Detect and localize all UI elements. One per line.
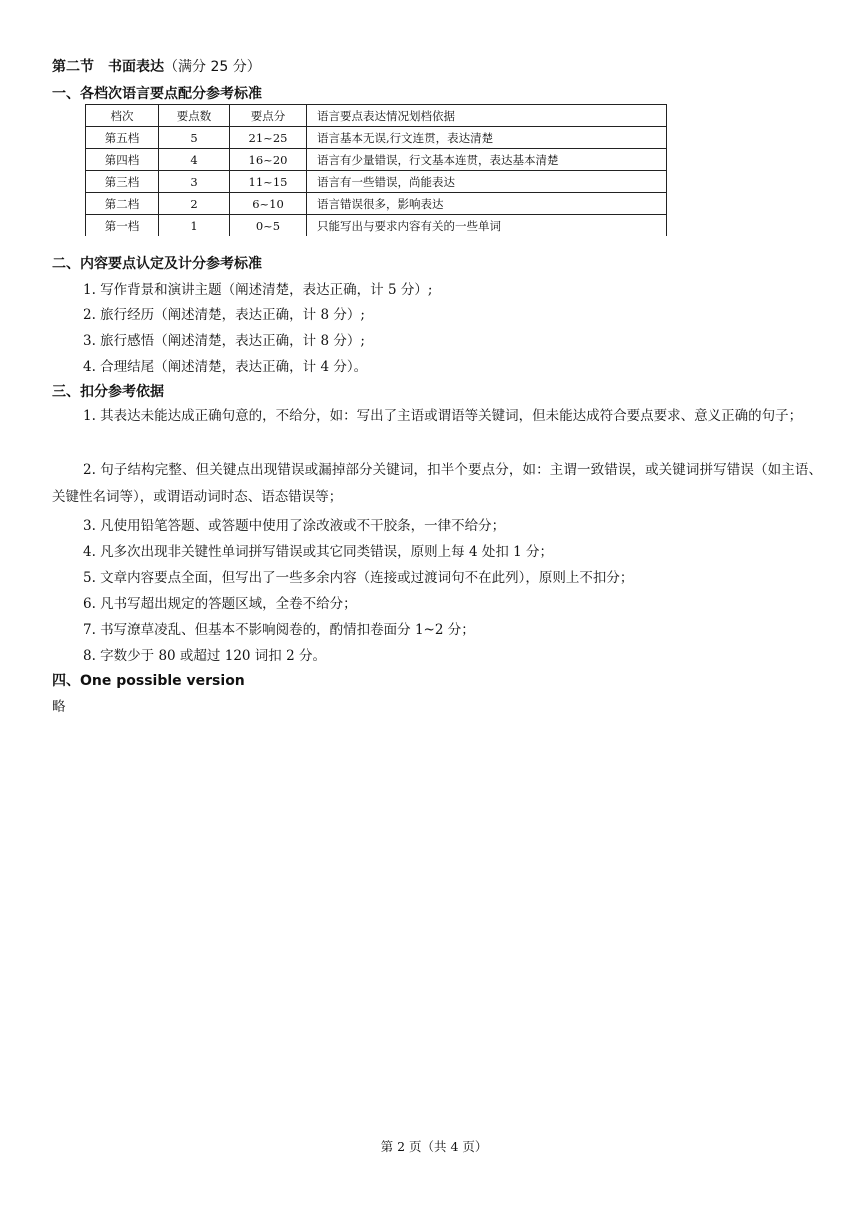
list-item: 2. 旅行经历（阐述清楚，表达正确，计 8 分）; <box>83 307 365 323</box>
table-row <box>86 193 667 215</box>
table-row <box>86 127 667 149</box>
table-cell: 16~20 <box>230 149 307 171</box>
list-item: 8. 字数少于 80 或超过 120 词扣 2 分。 <box>83 648 326 664</box>
list-item: 4. 凡多次出现非关键性单词拼写错误或其它同类错误，原则上每 4 处扣 1 分； <box>83 544 554 560</box>
table-cell: 0~5 <box>230 215 307 237</box>
table-cell: 语言有一些错误，尚能表达 <box>307 171 667 193</box>
table-cell: 第二档 <box>86 193 159 215</box>
list-item: 3. 旅行感悟（阐述清楚，表达正确，计 8 分）; <box>83 333 365 349</box>
list-item: 6. 凡书写超出规定的答题区域，全卷不给分； <box>83 596 357 612</box>
table-cell: 第四档 <box>86 149 159 171</box>
table-cell: 11~15 <box>230 171 307 193</box>
table-cell: 第三档 <box>86 171 159 193</box>
table-cell: 3 <box>159 171 230 193</box>
list-item: 7. 书写潦草凌乱、但基本不影响阅卷的，酌情扣卷面分 1~2 分； <box>83 622 475 638</box>
table-cell: 1 <box>159 215 230 237</box>
table-cell: 语言基本无误,行文连贯，表达清楚 <box>307 127 667 149</box>
part2-heading: 二、内容要点认定及计分参考标准 <box>52 256 262 272</box>
section-title-main: 第二节 书面表达 <box>52 59 164 75</box>
part1-heading: 一、各档次语言要点配分参考标准 <box>52 86 262 102</box>
table-row <box>86 171 667 193</box>
table-cell: 第一档 <box>86 215 159 237</box>
table-cell: 第五档 <box>86 127 159 149</box>
part4-content: 略 <box>52 699 66 715</box>
table-cell: 5 <box>159 127 230 149</box>
part3-heading: 三、扣分参考依据 <box>52 384 164 400</box>
part4-heading: 四、One possible version <box>52 673 245 689</box>
table-header-cell: 档次 <box>86 105 159 127</box>
deduction-paragraph-2: 2. 句子结构完整、但关键点出现错误或漏掉部分关键词，扣半个要点分，如：主谓一致错误，或关键词拼写错误（如主语、关键性名词等），或谓语动词时态、语态错误等； <box>52 462 822 505</box>
table-cell: 6~10 <box>230 193 307 215</box>
list-item: 4. 合理结尾（阐述清楚，表达正确，计 4 分）。 <box>83 359 368 375</box>
table-cell: 4 <box>159 149 230 171</box>
table-row <box>86 215 667 237</box>
section-title-score: （满分 25 分） <box>164 59 261 75</box>
list-item: 3. 凡使用铅笔答题、或答题中使用了涂改液或不干胶条，一律不给分； <box>83 518 506 534</box>
scoring-levels-table <box>85 104 667 236</box>
table-header-row <box>86 105 667 127</box>
table-header-cell: 语言要点表达情况划档依据 <box>307 105 667 127</box>
table-cell: 2 <box>159 193 230 215</box>
table-cell: 语言有少量错误，行文基本连贯，表达基本清楚 <box>307 149 667 171</box>
section-title <box>52 56 261 76</box>
deduction-paragraph-1: 1. 其表达未能达成正确句意的，不给分，如：写出了主语或谓语等关键词，但未能达成符合要点要求、意义正确的句子； <box>83 408 803 424</box>
table-cell: 21~25 <box>230 127 307 149</box>
table-cell: 语言错误很多，影响表达 <box>307 193 667 215</box>
table-header-cell: 要点数 <box>159 105 230 127</box>
list-item: 5. 文章内容要点全面，但写出了一些多余内容（连接或过渡词句不在此列），原则上不扣分； <box>83 570 634 586</box>
table-header-cell: 要点分 <box>230 105 307 127</box>
list-item: 1. 写作背景和演讲主题（阐述清楚，表达正确，计 5 分）; <box>83 282 433 298</box>
table-cell: 只能写出与要求内容有关的一些单词 <box>307 215 667 237</box>
table-row <box>86 149 667 171</box>
page-number-footer: 第 2 页（共 4 页） <box>380 1139 488 1154</box>
